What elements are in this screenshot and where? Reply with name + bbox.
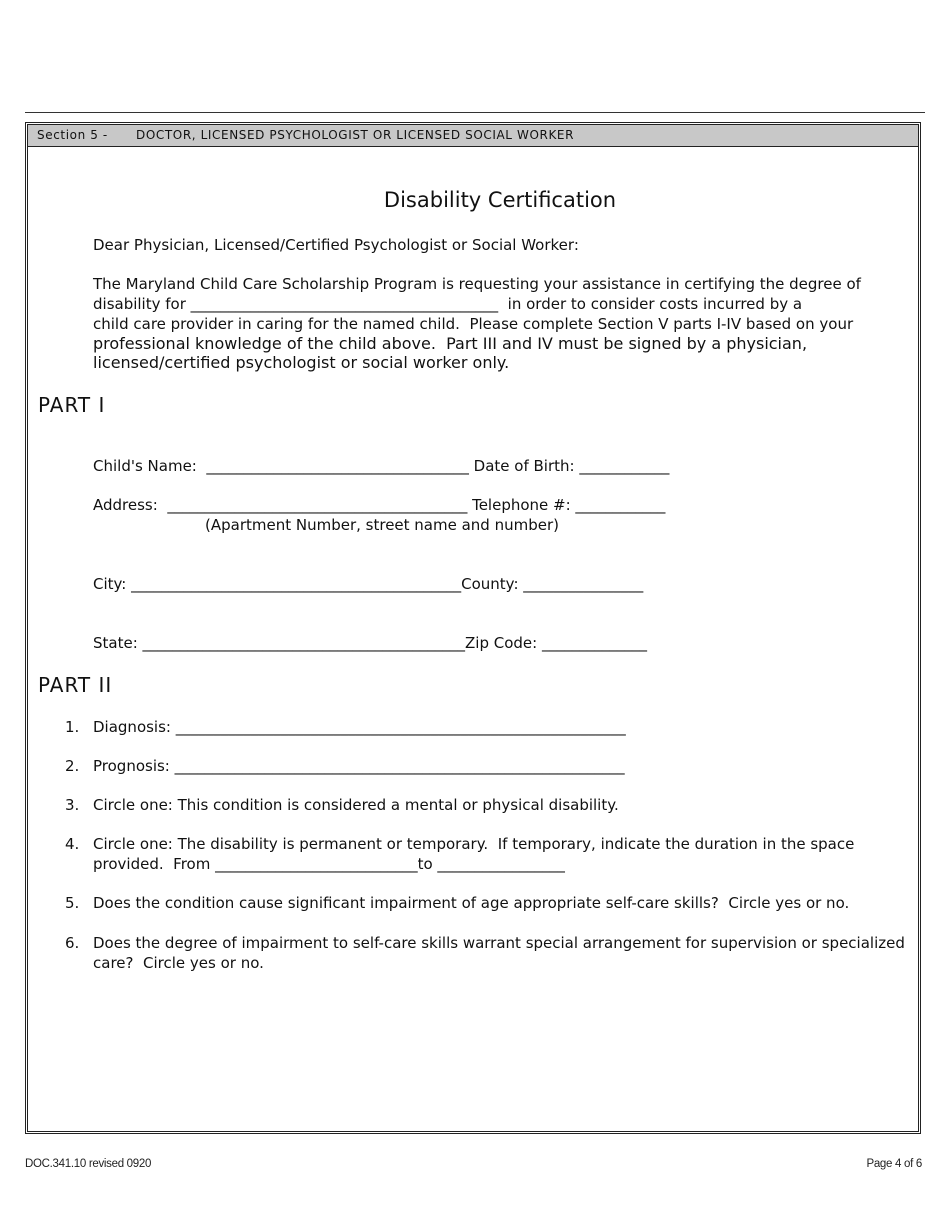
header-rule xyxy=(25,112,925,113)
address-hint: (Apartment Number, street name and number) xyxy=(205,516,559,534)
section-title: DOCTOR, LICENSED PSYCHOLOGIST OR LICENSED SOCIAL WORKER xyxy=(136,128,575,142)
page-number: Page 4 of 6 xyxy=(866,1158,922,1170)
self-care-impairment-question: Does the condition cause significant impairment of age appropriate self-care skills? Circle yes or no. xyxy=(93,894,850,912)
form-title: Disability Certification xyxy=(383,188,617,212)
intro-line-2-disability-for-field[interactable]: disability for _________________________________________ in order to consider costs incurred by a xyxy=(93,295,803,313)
item-number: 4. xyxy=(65,835,80,853)
item-number: 6. xyxy=(65,934,80,952)
item-number: 3. xyxy=(65,796,80,814)
document-id: DOC.341.10 revised 0920 xyxy=(25,1158,152,1170)
part-1-heading: PART I xyxy=(38,393,106,417)
special-arrangement-question-line1: Does the degree of impairment to self-care skills warrant special arrangement for supervision or specialized xyxy=(93,934,905,952)
prognosis-field[interactable]: Prognosis: ____________________________________________________________ xyxy=(93,757,625,775)
item-number: 1. xyxy=(65,718,80,736)
item-number: 5. xyxy=(65,894,80,912)
intro-line-3: child care provider in caring for the named child. Please complete Section V parts I-IV based on your xyxy=(93,315,854,333)
form-frame xyxy=(27,124,919,1132)
special-arrangement-question-line2: care? Circle yes or no. xyxy=(93,954,264,972)
state-zip-field[interactable]: State: ___________________________________________Zip Code: ______________ xyxy=(93,634,647,652)
section-header-bar xyxy=(28,125,918,147)
address-telephone-field[interactable]: Address: ________________________________________ Telephone #: ____________ xyxy=(93,496,666,514)
section-number: Section 5 - xyxy=(37,128,108,142)
duration-from-to-field[interactable]: provided. From ___________________________to _________________ xyxy=(93,855,565,873)
intro-line-5: licensed/certified psychologist or social worker only. xyxy=(93,353,510,372)
city-county-field[interactable]: City: ____________________________________________County: ________________ xyxy=(93,575,644,593)
salutation: Dear Physician, Licensed/Certified Psychologist or Social Worker: xyxy=(93,236,579,254)
item-number: 2. xyxy=(65,757,80,775)
condition-type-question: Circle one: This condition is considered a mental or physical disability. xyxy=(93,796,619,814)
diagnosis-field[interactable]: Diagnosis: ____________________________________________________________ xyxy=(93,718,626,736)
disability-duration-question: Circle one: The disability is permanent or temporary. If temporary, indicate the duration in the space xyxy=(93,835,855,853)
part-2-heading: PART II xyxy=(38,673,113,697)
intro-line-4: professional knowledge of the child above. Part III and IV must be signed by a physician, xyxy=(93,334,808,353)
childs-name-dob-field[interactable]: Child's Name: ___________________________________ Date of Birth: ____________ xyxy=(93,457,670,475)
intro-line-1: The Maryland Child Care Scholarship Program is requesting your assistance in certifying the degree of xyxy=(93,275,861,293)
